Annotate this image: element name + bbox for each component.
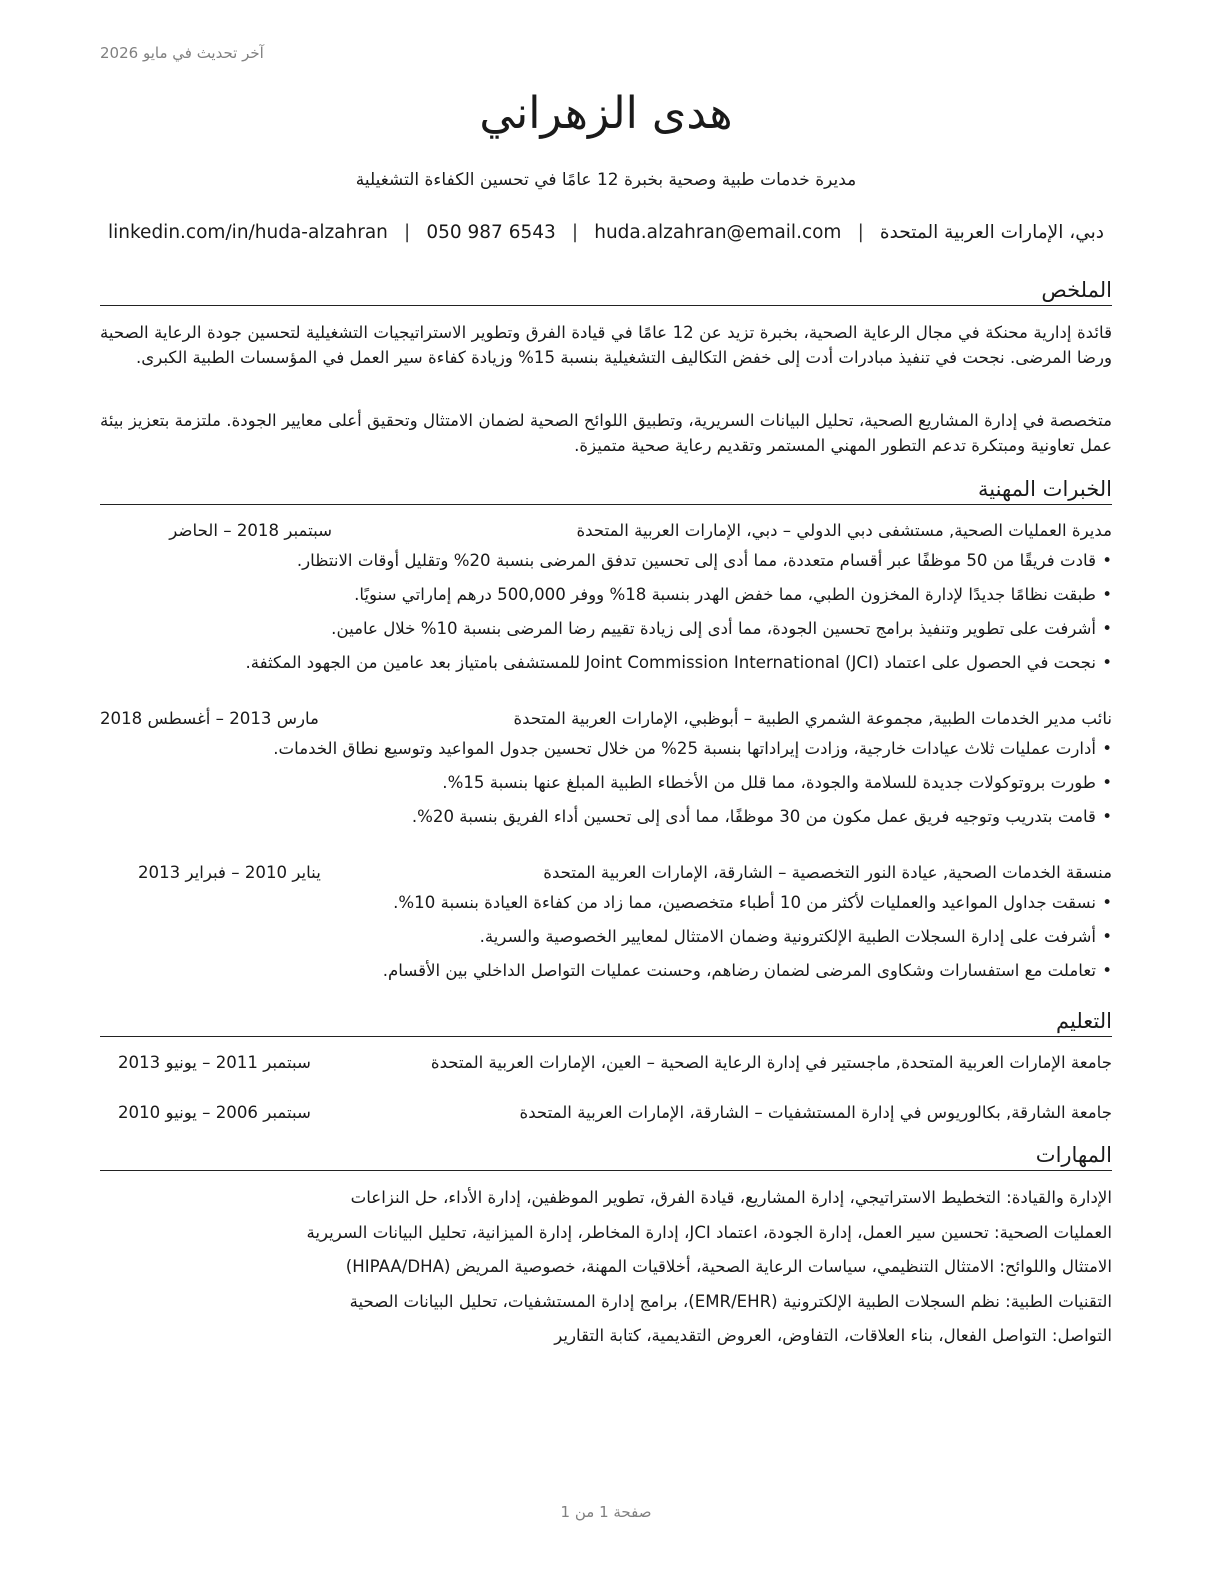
contact-separator: |	[857, 222, 864, 243]
bullet-item: • طبقت نظامًا جديدًا لإدارة المخزون الطبي، مما خفض الهدر بنسبة 18% ووفر 500,000 درهم إماراتي سنويًا.	[100, 583, 1112, 607]
skill-line: العمليات الصحية: تحسين سير العمل، إدارة الجودة، اعتماد JCI، إدارة المخاطر، إدارة الميزانية، تحليل البيانات السريرية	[306, 1222, 1112, 1242]
summary-paragraph: متخصصة في إدارة المشاريع الصحية، تحليل البيانات السريرية، وتطبيق اللوائح الصحية لضمان الامتثال وتحقيق أعلى معايير الجودة. ملتزمة بتعزيز بيئة عمل تعاونية ومبتكرة تدعم التطور المهني المستمر وتقديم رعاية صحية متميزة.	[100, 411, 1112, 455]
page-number: صفحة 1 من 1	[560, 1503, 652, 1521]
section-heading-summary: الملخص	[100, 276, 1112, 306]
skill-line: التقنيات الطبية: نظم السجلات الطبية الإلكترونية (EMR/EHR)، برامج إدارة المستشفيات، تحليل البيانات الصحية	[349, 1291, 1112, 1311]
contact-location: دبي، الإمارات العربية المتحدة	[879, 222, 1104, 243]
job-bullets	[100, 549, 1112, 685]
bullet-item: • تعاملت مع استفسارات وشكاوى المرضى لضمان رضاهم، وحسنت عمليات التواصل الداخلي بين الأقسام.	[100, 959, 1112, 983]
skills-list	[100, 1186, 1112, 1359]
job-dates: سبتمبر 2018 – الحاضر	[169, 521, 332, 540]
last-updated: آخر تحديث في مايو 2026	[100, 44, 264, 62]
education-dates: سبتمبر 2006 – يونيو 2010	[118, 1103, 311, 1122]
job-title: مديرة العمليات الصحية, مستشفى دبي الدولي – دبي، الإمارات العربية المتحدة	[576, 521, 1112, 540]
section-heading-experience: الخبرات المهنية	[100, 475, 1112, 505]
contact-linkedin[interactable]: linkedin.com/in/huda-alzahran	[108, 222, 388, 243]
headline: مديرة خدمات طبية وصحية بخبرة 12 عامًا في تحسين الكفاءة التشغيلية	[355, 170, 857, 190]
education-dates: سبتمبر 2011 – يونيو 2013	[118, 1053, 311, 1072]
bullet-item: • أشرفت على تطوير وتنفيذ برامج تحسين الجودة، مما أدى إلى زيادة تقييم رضا المرضى بنسبة 10% خلال عامين.	[100, 617, 1112, 641]
skill-line: التواصل: التواصل الفعال، بناء العلاقات، التفاوض، العروض التقديمية، كتابة التقارير	[554, 1326, 1112, 1345]
job-title: منسقة الخدمات الصحية, عيادة النور التخصصية – الشارقة، الإمارات العربية المتحدة	[543, 863, 1112, 882]
bullet-item: • أشرفت على إدارة السجلات الطبية الإلكترونية وضمان الامتثال لمعايير الخصوصية والسرية.	[100, 925, 1112, 949]
section-heading-skills: المهارات	[100, 1141, 1112, 1171]
bullet-item: • طورت بروتوكولات جديدة للسلامة والجودة، مما قلل من الأخطاء الطبية المبلغ عنها بنسبة 15%.	[100, 771, 1112, 795]
contact-line	[100, 222, 1112, 243]
job-title: نائب مدير الخدمات الطبية, مجموعة الشمري الطبية – أبوظبي، الإمارات العربية المتحدة	[513, 709, 1112, 728]
bullet-item: • قادت فريقًا من 50 موظفًا عبر أقسام متعددة، مما أدى إلى تحسين تدفق المرضى بنسبة 20% وتقليل أوقات الانتظار.	[100, 549, 1112, 573]
resume-page	[100, 0, 1112, 1584]
summary-paragraph: قائدة إدارية محنكة في مجال الرعاية الصحية، بخبرة تزيد عن 12 عامًا في قيادة الفرق وتطوير الاستراتيجيات التشغيلية لتحسين جودة الرعاية الصحية ورضا المرضى. نجحت في تنفيذ مبادرات أدت إلى خفض التكاليف التشغيلية بنسبة 15% وزيادة كفاءة سير العمل في المؤسسات الطبية الكبرى.	[100, 323, 1113, 367]
skill-line: الامتثال واللوائح: الامتثال التنظيمي، سياسات الرعاية الصحية، أخلاقيات المهنة، خصوصية المريض (HIPAA/DHA)	[345, 1257, 1112, 1276]
job-dates: مارس 2013 – أغسطس 2018	[100, 709, 319, 728]
contact-separator: |	[404, 222, 411, 243]
bullet-item: • نسقت جداول المواعيد والعمليات لأكثر من 10 أطباء متخصصين، مما زاد من كفاءة العيادة بنسبة 10%.	[100, 891, 1112, 915]
bullet-item: • نجحت في الحصول على اعتماد Joint Commission International (JCI) للمستشفى بامتياز بعد عامين من الجهود المكثفة.	[100, 651, 1112, 675]
job-bullets	[100, 891, 1112, 993]
contact-phone[interactable]: 050 987 6543	[426, 222, 556, 243]
skill-line: الإدارة والقيادة: التخطيط الاستراتيجي، إدارة المشاريع، قيادة الفرق، تطوير الموظفين، إدارة الأداء، حل النزاعات	[350, 1188, 1112, 1207]
bullet-item: • قامت بتدريب وتوجيه فريق عمل مكون من 30 موظفًا، مما أدى إلى تحسين أداء الفريق بنسبة 20%.	[100, 805, 1112, 829]
candidate-name: هدى الزهراني	[479, 88, 733, 139]
education-title: جامعة الشارقة, بكالوريوس في إدارة المستشفيات – الشارقة، الإمارات العربية المتحدة	[519, 1103, 1112, 1122]
contact-email[interactable]: huda.alzahran@email.com	[594, 222, 842, 243]
section-heading-education: التعليم	[100, 1007, 1112, 1037]
job-bullets	[100, 737, 1112, 839]
bullet-item: • أدارت عمليات ثلاث عيادات خارجية، وزادت إيراداتها بنسبة 25% من خلال تحسين جدول المواعيد وتوسيع نطاق الخدمات.	[100, 737, 1112, 761]
contact-separator: |	[571, 222, 579, 243]
education-title: جامعة الإمارات العربية المتحدة, ماجستير في إدارة الرعاية الصحية – العين، الإمارات العربية المتحدة	[430, 1053, 1112, 1072]
job-dates: يناير 2010 – فبراير 2013	[138, 863, 321, 882]
